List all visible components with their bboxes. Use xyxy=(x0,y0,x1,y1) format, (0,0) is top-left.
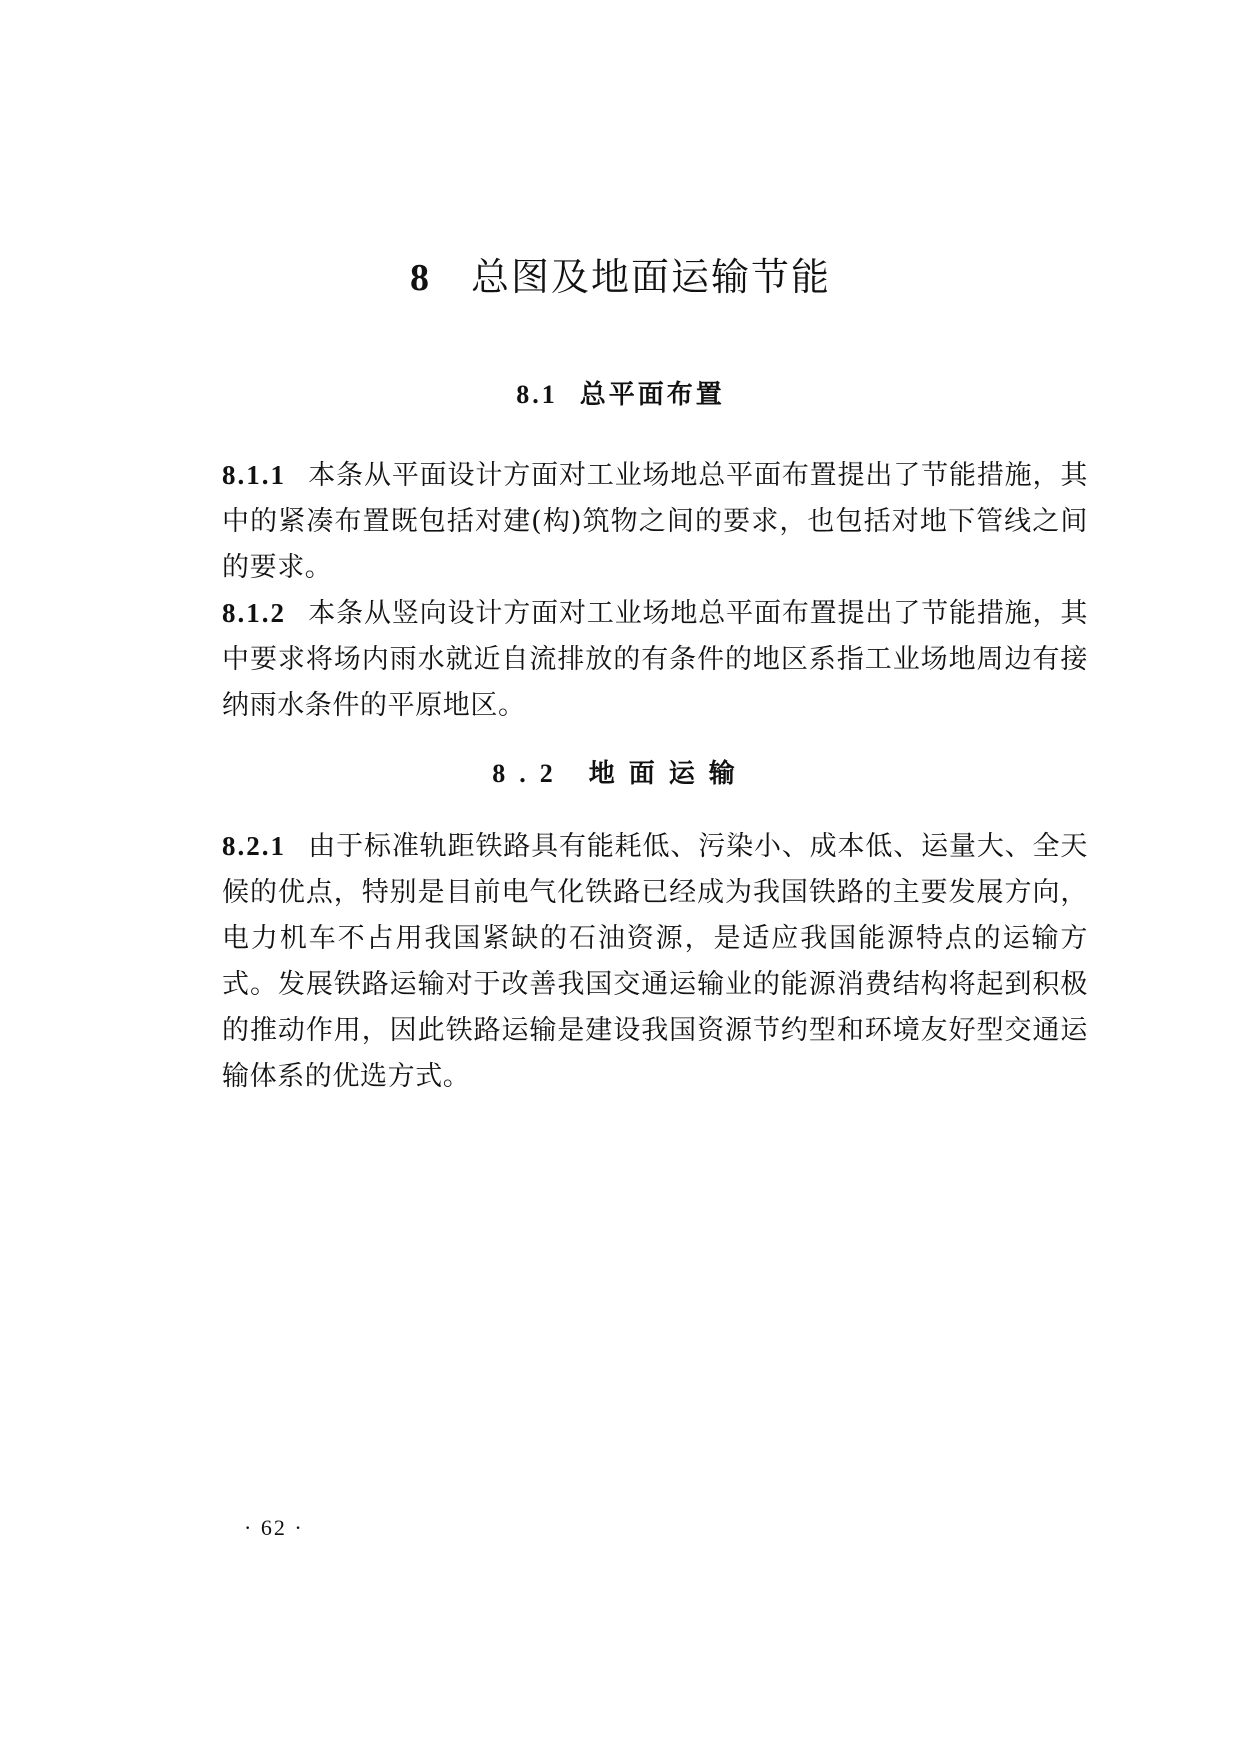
section-number: 8.2 xyxy=(492,759,567,788)
clause-8-1-2 xyxy=(222,590,1088,729)
chapter-title-text: 总图及地面运输节能 xyxy=(470,255,831,299)
clause-number: 8.1.1 xyxy=(222,460,286,490)
clause-8-2-1 xyxy=(222,823,1088,1100)
section-number: 8.1 xyxy=(516,380,558,409)
clause-text: 本条从竖向设计方面对工业场地总平面布置提出了节能措施，其中要求将场内雨水就近自流排放的有条件的地区系指工业场地周边有接纳雨水条件的平原地区。 xyxy=(222,598,1088,721)
clause-number: 8.1.2 xyxy=(222,598,286,628)
chapter-number: 8 xyxy=(409,257,431,299)
section-title-text: 地面运输 xyxy=(588,759,749,789)
section-title-text: 总平面布置 xyxy=(579,380,725,410)
clause-8-1-1 xyxy=(222,452,1088,591)
clause-number: 8.2.1 xyxy=(222,831,286,861)
section-heading-8-2 xyxy=(0,757,1241,791)
clause-text: 本条从平面设计方面对工业场地总平面布置提出了节能措施，其中的紧凑布置既包括对建(构)筑物之间的要求，也包括对地下管线之间的要求。 xyxy=(222,460,1088,583)
page-number: · 62 · xyxy=(244,1515,304,1540)
chapter-title xyxy=(0,252,1241,303)
section-heading-8-1 xyxy=(0,378,1241,412)
clause-text: 由于标准轨距铁路具有能耗低、污染小、成本低、运量大、全天候的优点，特别是目前电气化铁路已经成为我国铁路的主要发展方向，电力机车不占用我国紧缺的石油资源，是适应我国能源特点的运输方式。发展铁路运输对于改善我国交通运输业的能源消费结构将起到积极的推动作用，因此铁路运输是建设我国资源节约型和环境友好型交通运输体系的优选方式。 xyxy=(222,831,1088,1092)
